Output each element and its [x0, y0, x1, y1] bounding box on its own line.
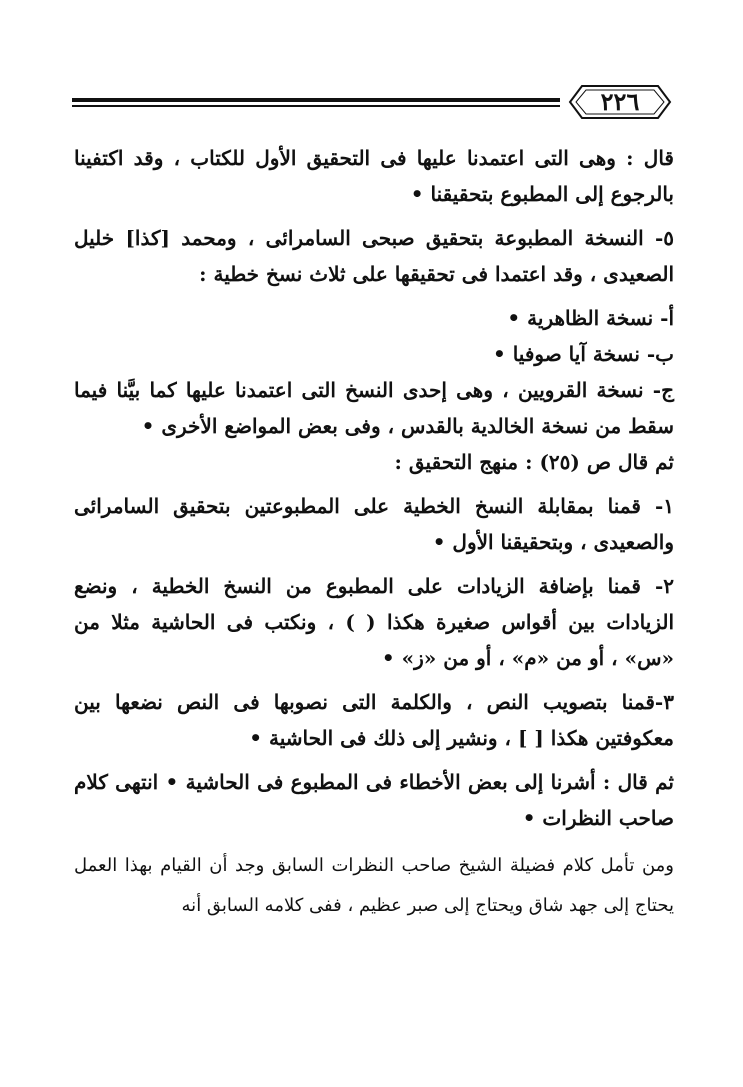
paragraph-3: ثم قال ص (٢٥) : منهج التحقيق :: [394, 450, 674, 474]
paragraph-6: ٣-قمنا بتصويب النص ، والكلمة التى نصوبها فى النص نضعها بين معكوفتين هكذا [ ] ، ونشير إلى ذلك فى الحاشية •: [74, 690, 674, 750]
page-header: [72, 82, 678, 126]
list-item-a: أ- نسخة الظاهرية •: [507, 306, 674, 330]
body-text: [74, 140, 674, 934]
header-rule-thin: [72, 105, 560, 107]
paragraph-7: ثم قال : أشرنا إلى بعض الأخطاء فى المطبوع فى الحاشية • انتهى كلام صاحب النظرات •: [74, 770, 674, 830]
paragraph-8: ومن تأمل كلام فضيلة الشيخ صاحب النظرات السابق وجد أن القيام بهذا العمل يحتاج إلى جهد شاق ويحتاج إلى صبر عظيم ، ففى كلامه السابق أنه: [74, 855, 674, 916]
paragraph-2: ٥- النسخة المطبوعة بتحقيق صبحى السامرائى ، ومحمد [كذا] خليل الصعيدى ، وقد اعتمدا فى تحقيقها على ثلاث نسخ خطية :: [74, 226, 674, 286]
paragraph-4: ١- قمنا بمقابلة النسخ الخطية على المطبوعتين بتحقيق السامرائى والصعيدى ، وبتحقيقنا الأول •: [74, 494, 674, 554]
list-item-b: ب- نسخة آيا صوفيا •: [492, 342, 674, 366]
header-rule-thick: [72, 98, 560, 102]
paragraph-1: قال : وهى التى اعتمدنا عليها فى التحقيق الأول للكتاب ، وقد اكتفينا بالرجوع إلى المطبوع بتحقيقنا •: [74, 146, 674, 206]
page-number-frame: [568, 82, 672, 122]
paragraph-5: ٢- قمنا بإضافة الزيادات على المطبوع من النسخ الخطية ، ونضع الزيادات بين أقواس صغيرة هكذا ( ) ، ونكتب فى الحاشية مثلا من «س» ، أو من «م» ، أو من «ز» •: [74, 574, 674, 670]
list-item-c: ج- نسخة القرويين ، وهى إحدى النسخ التى اعتمدنا عليها كما بيَّنا فيما سقط من نسخة الخالدية بالقدس ، وفى بعض المواضع الأخرى •: [74, 378, 674, 438]
page-number: ٢٢٦: [600, 87, 640, 116]
